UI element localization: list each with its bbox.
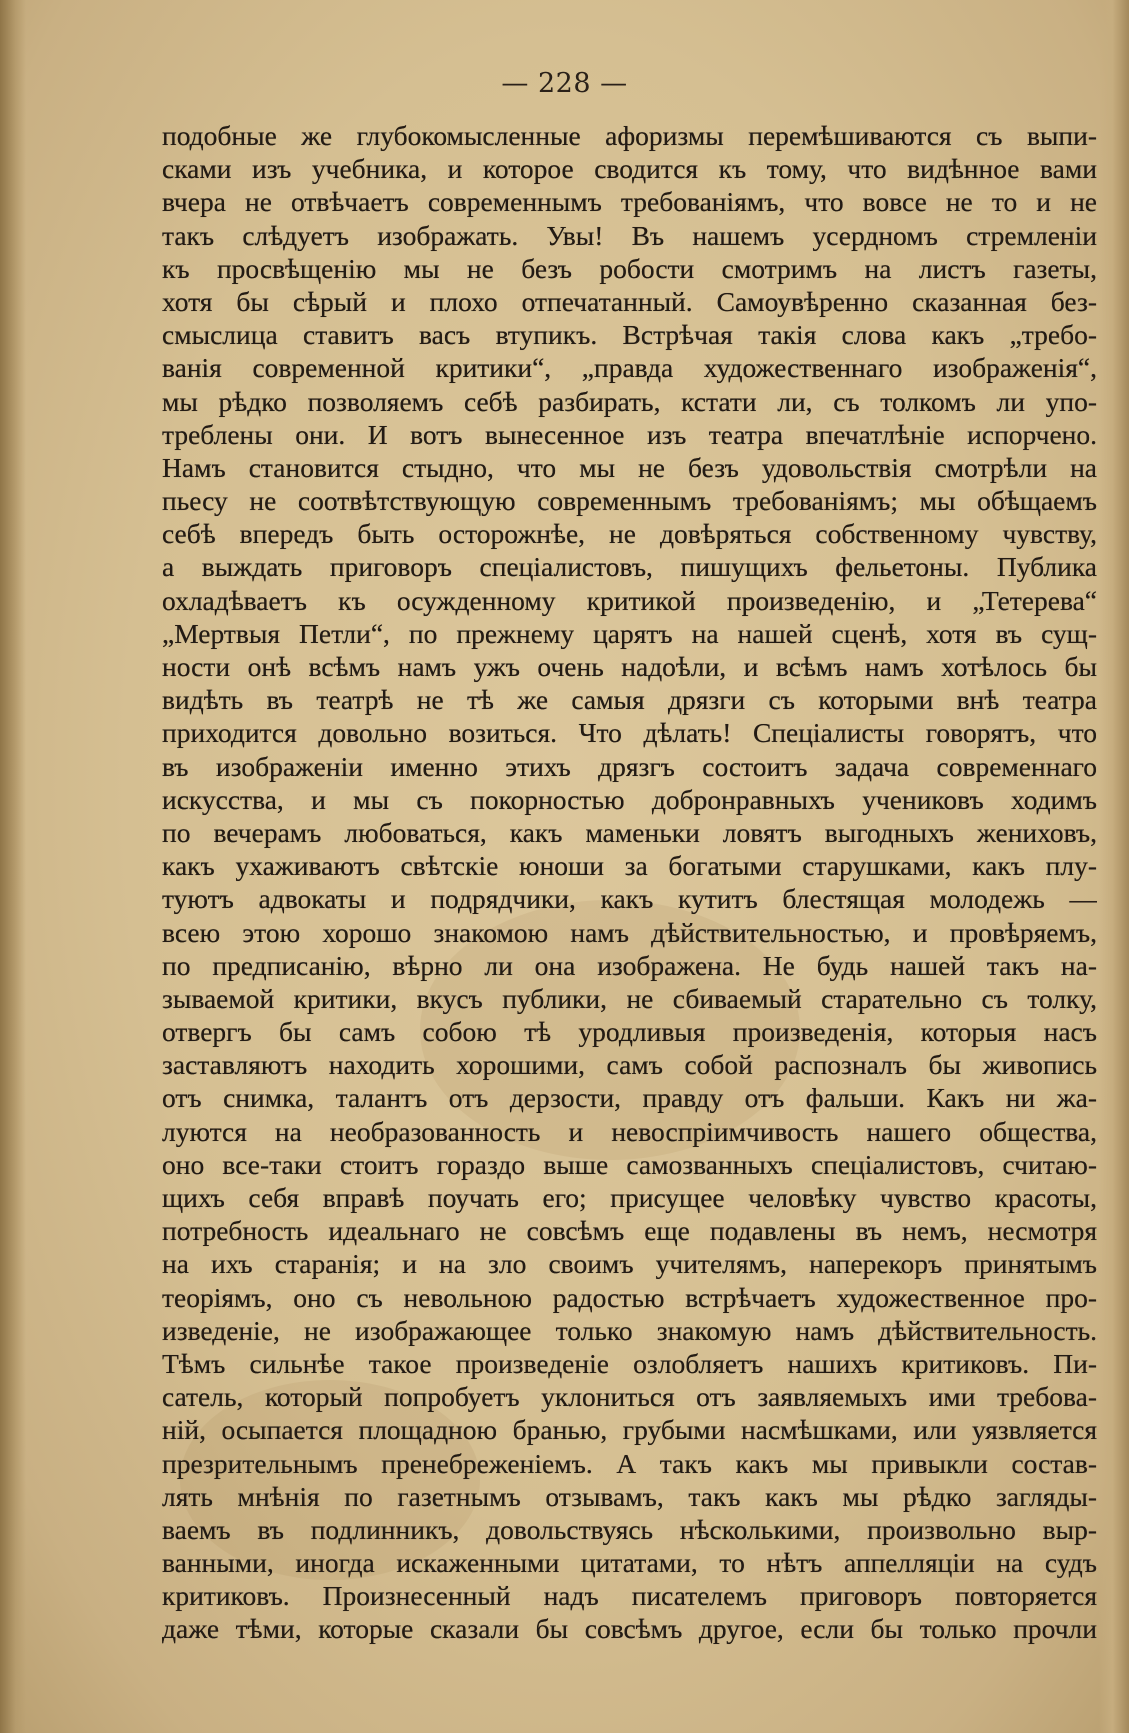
text-line: ности онѣ всѣмъ намъ ужъ очень надоѣли, и всѣмъ намъ хотѣлось бы: [162, 651, 1097, 682]
text-line: по предписанiю, вѣрно ли она изображена. Не будь нашей такъ на-: [162, 949, 1097, 981]
page-number: — 228 —: [501, 68, 628, 99]
text-line: охладѣваетъ къ осужденному критикой произведенiю, и „Тетерева“: [162, 584, 1097, 616]
text-line: искусства, и мы съ покорностью добронравныхъ учениковъ ходимъ: [162, 783, 1097, 815]
text-line: сатель, который попробуетъ уклониться отъ заявляемыхъ ими требова-: [162, 1381, 1097, 1413]
text-line: нiй, осыпается площадною бранью, грубыми насмѣшками, или уязвляется: [162, 1414, 1097, 1446]
text-line: изведенiе, не изображающее только знакомую намъ дѣйствительность.: [162, 1314, 1097, 1346]
text-line: ванными, иногда искаженными цитатами, то нѣтъ аппелляцiи на судъ: [162, 1547, 1097, 1579]
text-line: презрительнымъ пренебреженiемъ. А такъ какъ мы привыкли состав-: [162, 1447, 1097, 1479]
text-line: критиковъ. Произнесенный надъ писателемъ приговоръ повторяется: [162, 1580, 1097, 1612]
body-text: [162, 119, 1097, 1646]
text-line: Намъ становится стыдно, что мы не безъ удовольствiя смотрѣли на: [162, 451, 1097, 483]
text-line: щихъ себя вправѣ поучать его; присущее человѣку чувство красоты,: [162, 1182, 1097, 1213]
text-line: туютъ адвокаты и подрядчики, какъ кутитъ блестящая молодежь —: [162, 883, 1097, 915]
text-line: теорiямъ, оно съ невольною радостью встрѣчаетъ художественное про-: [162, 1281, 1097, 1313]
text-line: мы рѣдко позволяемъ себѣ разбирать, кстати ли, съ толкомъ ли упо-: [162, 385, 1097, 417]
text-line: даже тѣми, которые сказали бы совсѣмъ другое, если бы только прочли: [162, 1613, 1097, 1645]
page-right-edge-shadow: [1099, 0, 1129, 1733]
text-line: пьесу не соотвѣтствующую современнымъ требованiямъ; мы обѣщаемъ: [162, 485, 1097, 517]
text-line: какъ ухаживаютъ свѣтскiе юноши за богатыми старушками, какъ плу-: [162, 850, 1097, 882]
text-line: въ изображенiи именно этихъ дрязгъ состоитъ задача современнаго: [162, 750, 1097, 782]
text-line: такъ слѣдуетъ изображать. Увы! Въ нашемъ усердномъ стремленiи: [162, 219, 1097, 251]
text-line: смыслица ставитъ васъ втупикъ. Встрѣчая такiя слова какъ „требо-: [162, 319, 1097, 351]
text-line: себѣ впередъ быть осторожнѣе, не довѣряться собственному чувству,: [162, 518, 1097, 550]
text-line: лять мнѣнiя по газетнымъ отзывамъ, такъ какъ мы рѣдко загляды-: [162, 1480, 1097, 1512]
text-line: хотя бы сѣрый и плохо отпечатанный. Самоувѣренно сказанная без-: [162, 285, 1097, 317]
text-line: ваемъ въ подлинникъ, довольствуясь нѣсколькими, произвольно выр-: [162, 1513, 1097, 1545]
text-line: Тѣмъ сильнѣе такое произведенiе озлобляетъ нашихъ критиковъ. Пи-: [162, 1347, 1097, 1379]
text-line: къ просвѣщенiю мы не безъ робости смотримъ на листъ газеты,: [162, 252, 1097, 284]
text-line: заставляютъ находить хорошими, самъ собой распозналъ бы живопись: [162, 1049, 1097, 1081]
text-line: зываемой критики, вкусъ публики, не сбиваемый старательно съ толку,: [162, 982, 1097, 1014]
text-line: по вечерамъ любоваться, какъ маменьки ловятъ выгодныхъ жениховъ,: [162, 816, 1097, 848]
text-line: всею этою хорошо знакомою намъ дѣйствительностью, и провѣряемъ,: [162, 916, 1097, 948]
text-line: приходится довольно возиться. Что дѣлать! Спецiалисты говорятъ, что: [162, 717, 1097, 749]
text-line: на ихъ старанiя; и на зло своимъ учителямъ, наперекоръ принятымъ: [162, 1248, 1097, 1280]
page-left-edge-shadow: [0, 0, 26, 1733]
text-line: потребность идеальнаго не совсѣмъ еще подавлены въ немъ, несмотря: [162, 1215, 1097, 1247]
text-line: луются на необразованность и невоспрiимчивость нашего общества,: [162, 1115, 1097, 1147]
text-line: а выждать приговоръ спецiалистовъ, пишущихъ фельетоны. Публика: [162, 551, 1097, 583]
text-line: оно все-таки стоитъ гораздо выше самозванныхъ спецiалистовъ, считаю-: [162, 1148, 1097, 1180]
text-line: сками изъ учебника, и которое сводится къ тому, что видѣнное вами: [162, 153, 1097, 185]
text-line: отвергъ бы самъ собою тѣ уродливыя произведенiя, которыя насъ: [162, 1016, 1097, 1048]
text-line: „Мертвыя Петли“, по прежнему царятъ на нашей сценѣ, хотя въ сущ-: [162, 617, 1097, 649]
text-line: треблены они. И вотъ вынесенное изъ театра впечатлѣнiе испорчено.: [162, 418, 1097, 450]
text-line: отъ снимка, талантъ отъ дерзости, правду отъ фальши. Какъ ни жа-: [162, 1082, 1097, 1114]
text-line: подобные же глубокомысленные афоризмы перемѣшиваются съ выпи-: [162, 120, 1097, 151]
text-line: видѣть въ театрѣ не тѣ же самыя дрязги съ которыми внѣ театра: [162, 684, 1097, 716]
text-line: вчера не отвѣчаетъ современнымъ требованiямъ, что вовсе не то и не: [162, 186, 1097, 218]
text-line: ванiя современной критики“, „правда художественнаго изображенiя“,: [162, 352, 1097, 384]
